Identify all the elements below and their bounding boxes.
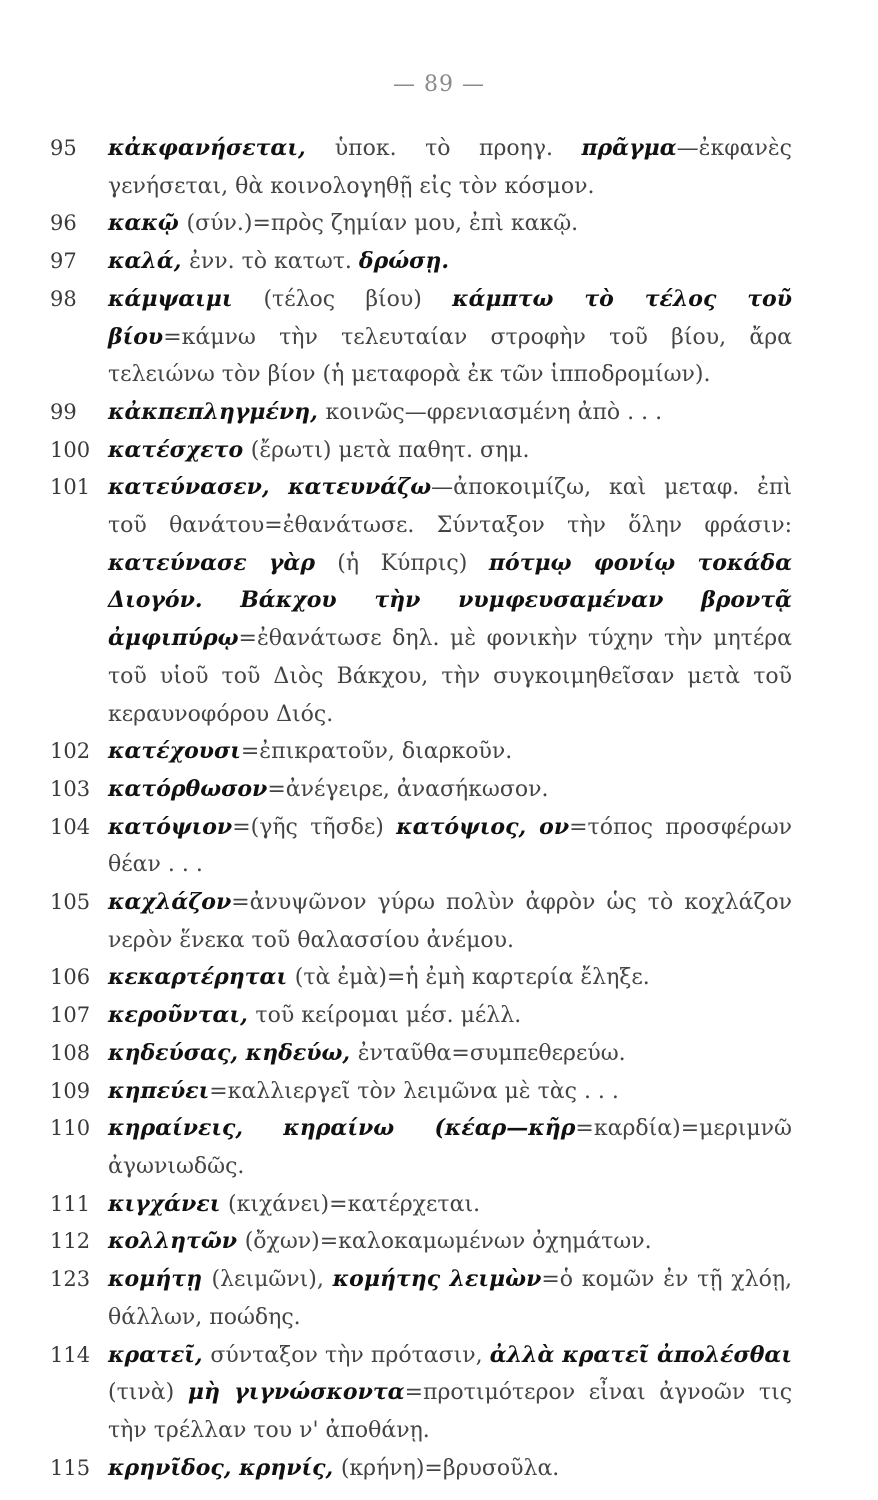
entry-number: 102 bbox=[50, 739, 91, 764]
entry-gloss: ὑποκ. τὸ προηγ. bbox=[334, 136, 582, 161]
entry-lemma: κομήτης λειμὼν bbox=[332, 1266, 542, 1293]
entry-lemma: κεκαρτέρηται bbox=[108, 964, 295, 991]
entry-lemma: κατέχουσι bbox=[108, 738, 241, 765]
entry-number: 99 bbox=[50, 399, 77, 424]
entry-lemma: κρατεῖ, bbox=[108, 1341, 211, 1368]
entry-lemma: κιγχάνει bbox=[108, 1190, 229, 1217]
glossary-entry bbox=[50, 884, 792, 959]
glossary-entry bbox=[50, 205, 792, 243]
entry-number: 97 bbox=[50, 249, 77, 274]
entry-number: 108 bbox=[50, 1040, 91, 1065]
glossary-entry bbox=[50, 1337, 792, 1450]
entry-gloss: κοινῶς—φρενιασμένη ἀπὸ . . . bbox=[325, 399, 663, 425]
glossary-entry bbox=[50, 733, 792, 771]
entry-lemma: κατεύνασε γὰρ bbox=[108, 549, 338, 576]
entry-gloss: =τόπος προσφέρων θέαν . . . bbox=[108, 814, 793, 878]
entry-gloss: =κάμνω τὴν τελευταίαν στροφὴν τοῦ βίου, ἄρα τελειώνω τὸν βίον (ἡ μεταφορὰ ἐκ τῶν ἱπποδρομίων). bbox=[108, 324, 792, 388]
entry-number: 103 bbox=[50, 776, 91, 801]
entry-lemma: δρώσῃ. bbox=[358, 248, 450, 275]
entry-lemma: κηπεύει bbox=[108, 1077, 210, 1104]
glossary-entry bbox=[50, 959, 792, 997]
entry-lemma: κηραίνεις, κηραίνω (κέαρ—κῆρ bbox=[108, 1115, 576, 1142]
entry-number: 98 bbox=[50, 286, 77, 311]
entry-lemma: κακῷ bbox=[108, 210, 187, 237]
glossary-entry bbox=[50, 281, 792, 394]
entry-lemma: ἀλλὰ κρατεῖ ἀπολέσθαι bbox=[489, 1341, 792, 1368]
entry-lemma: κατέσχετο bbox=[108, 436, 251, 463]
entry-lemma: κατεύνασεν, κατευνάζω bbox=[108, 474, 432, 501]
glossary-entry bbox=[50, 1110, 792, 1185]
entry-gloss: =ἐπικρατοῦν, διαρκοῦν. bbox=[240, 739, 513, 765]
entry-lemma: καχλάζον bbox=[108, 889, 232, 916]
entry-lemma: κἀκπεπληγμένη, bbox=[108, 398, 326, 425]
glossary-entry bbox=[50, 432, 792, 470]
glossary-entry bbox=[50, 1261, 792, 1336]
glossary-entry bbox=[50, 130, 792, 205]
page-number: — 89 — bbox=[393, 72, 485, 97]
entry-number: 114 bbox=[50, 1342, 91, 1367]
entry-gloss: (τέλος βίου) bbox=[263, 286, 453, 312]
entry-lemma: πότμῳ φονίῳ τοκάδα Διογόν. Βάκχου τὴν νυμφευσαμέναν βροντᾷ ἀμφιπύρῳ bbox=[108, 549, 792, 652]
entry-gloss: =προτιμότερον εἶναι ἀγνοῶν τις τὴν τρέλλαν του ν' ἀποθάνῃ. bbox=[108, 1380, 793, 1443]
glossary-entry bbox=[50, 394, 792, 432]
entry-number: 115 bbox=[50, 1455, 91, 1480]
glossary-entry bbox=[50, 1073, 792, 1111]
entry-lemma: κατόρθωσον bbox=[108, 775, 268, 802]
glossary-entry bbox=[50, 243, 792, 281]
entry-gloss: σύνταξον τὴν πρότασιν, bbox=[210, 1342, 490, 1368]
entry-lemma: καλά, bbox=[108, 248, 190, 275]
entry-lemma: κατόψιον bbox=[108, 813, 233, 840]
entry-number: 105 bbox=[50, 890, 91, 915]
entry-gloss: (τὰ ἐμὰ)=ἡ ἐμὴ καρτερία ἔληξε. bbox=[294, 965, 650, 991]
entry-gloss: —ἐκφανὲς γενήσεται, θὰ κοινολογηθῇ εἰς τὸν κόσμον. bbox=[108, 136, 792, 199]
glossary-entry bbox=[50, 469, 792, 733]
entry-gloss: =ἐθανάτωσε δηλ. μὲ φονικὴν τύχην τὴν μητέρα τοῦ υἱοῦ τοῦ Διὸς Βάκχου, τὴν συγκοιμηθεῖσαν μετὰ τοῦ κεραυνοφόρου Διός. bbox=[108, 626, 792, 727]
entry-number: 101 bbox=[50, 475, 91, 500]
entry-number: 100 bbox=[50, 437, 91, 462]
entry-gloss: (σύν.)=πρὸς ζημίαν μου, ἐπὶ κακῷ. bbox=[186, 211, 579, 237]
entry-gloss: =καλλιεργεῖ τὸν λειμῶνα μὲ τὰς . . . bbox=[209, 1078, 619, 1104]
entry-lemma: κατόψιος, ον bbox=[396, 813, 570, 840]
entry-gloss: (τινὰ) bbox=[108, 1380, 188, 1406]
entry-gloss: (λειμῶνι), bbox=[211, 1267, 333, 1293]
entry-number: 109 bbox=[50, 1078, 91, 1103]
entry-lemma: κηδεύσας, κηδεύω, bbox=[108, 1039, 358, 1066]
entry-lemma: κομήτῃ bbox=[108, 1266, 212, 1293]
glossary-entry bbox=[50, 997, 792, 1035]
glossary-entry bbox=[50, 1186, 792, 1224]
entry-gloss: =ἀνυψῶνον γύρω πολὺν ἀφρὸν ὡς τὸ κοχλάζον νερὸν ἕνεκα τοῦ θαλασσίου ἀνέμου. bbox=[108, 890, 792, 953]
entry-gloss: (ἡ Κύπρις) bbox=[337, 550, 489, 576]
glossary-entries bbox=[50, 130, 792, 1487]
entry-number: 95 bbox=[50, 136, 77, 160]
entry-number: 123 bbox=[50, 1267, 91, 1292]
entry-gloss: (κιχάνει)=κατέρχεται. bbox=[228, 1191, 481, 1217]
entry-gloss: ἐνν. τὸ κατωτ. bbox=[189, 249, 359, 275]
entry-number: 107 bbox=[50, 1003, 91, 1028]
entry-gloss: =ἀνέγειρε, ἀνασήκωσον. bbox=[267, 776, 549, 802]
glossary-entry bbox=[50, 1223, 792, 1261]
entry-number: 111 bbox=[50, 1191, 91, 1216]
entry-gloss: τοῦ κείρομαι μέσ. μέλλ. bbox=[255, 1003, 522, 1029]
entry-gloss: (ὄχων)=καλοκαμωμένων ὀχημάτων. bbox=[244, 1229, 652, 1255]
entry-number: 106 bbox=[50, 965, 91, 990]
entry-lemma: μὴ γιγνώσκοντα bbox=[187, 1379, 405, 1406]
entry-gloss: =καρδία)=μεριμνῶ ἀγωνιωδῶς. bbox=[108, 1116, 792, 1179]
entry-gloss: =(γῆς τῆσδε) bbox=[232, 814, 397, 840]
entry-lemma: πρᾶγμα bbox=[581, 135, 677, 161]
glossary-entry bbox=[50, 1035, 792, 1073]
entry-number: 96 bbox=[50, 211, 77, 236]
entry-lemma: κάμψαιμι bbox=[108, 285, 264, 312]
entry-number: 104 bbox=[50, 814, 91, 839]
entry-lemma: κεροῦνται, bbox=[108, 1002, 256, 1029]
entry-lemma: κολλητῶν bbox=[108, 1228, 245, 1255]
entry-lemma: κρηνῖδος, κρηνίς, bbox=[108, 1454, 341, 1481]
entry-gloss: =ὁ κομῶν ἐν τῇ χλόῃ, θάλλων, ποώδης. bbox=[108, 1267, 793, 1330]
entry-gloss: ἐνταῦθα=συμπεθερεύω. bbox=[357, 1040, 626, 1066]
entry-lemma: κἀκφανήσεται, bbox=[108, 135, 335, 161]
glossary-entry bbox=[50, 809, 792, 884]
entry-number: 112 bbox=[50, 1229, 91, 1254]
glossary-entry bbox=[50, 1450, 792, 1488]
entry-number: 110 bbox=[50, 1116, 91, 1141]
entry-gloss: (ἔρωτι) μετὰ παθητ. σημ. bbox=[250, 437, 530, 463]
entry-gloss: —ἀποκοιμίζω, καὶ μεταφ. ἐπὶ τοῦ θανάτου=ἐθανάτωσε. Σύνταξον τὴν ὅλην φράσιν: bbox=[108, 475, 793, 539]
entry-gloss: (κρήνη)=βρυσοῦλα. bbox=[340, 1455, 560, 1481]
glossary-entry bbox=[50, 771, 792, 809]
entry-lemma: κάμπτω τὸ τέλος τοῦ βίου bbox=[108, 285, 792, 350]
